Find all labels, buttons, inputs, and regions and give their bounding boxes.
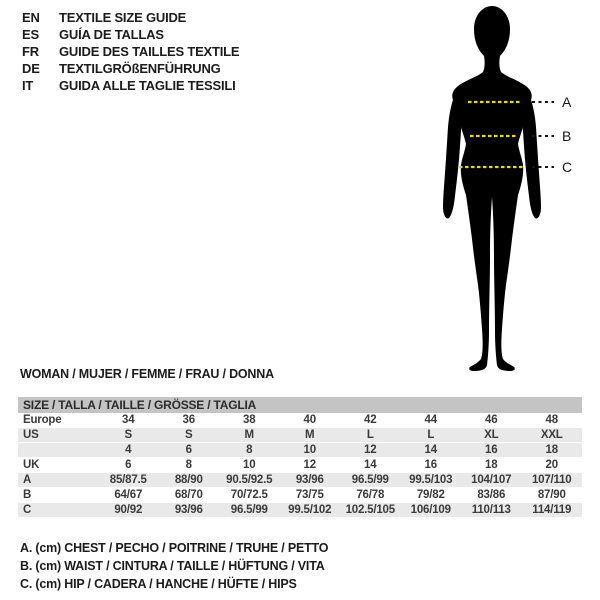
legend-line: B. (cm) WAIST / CINTURA / TAILLE / HÜFTUNG / VITA [20,559,325,573]
table-cell: 16 [424,459,437,471]
table-cell: 64/67 [114,489,143,501]
table-cell: 99.5/102 [288,504,332,516]
legend-line: A. (cm) CHEST / PECHO / POITRINE / TRUHE / PETTO [20,541,329,555]
table-cell: 87/90 [537,489,566,501]
table-cell: 16 [485,444,498,456]
table-row-label: US [23,429,39,441]
table-row [18,443,582,458]
table-cell: XL [484,429,499,441]
language-code: IT [22,78,34,93]
table-cell: XXL [540,429,563,441]
table-cell: 4 [125,444,132,456]
language-code: DE [22,61,40,76]
table-cell: 6 [185,444,192,456]
table-cell: 106/109 [410,504,451,516]
language-row [22,77,239,94]
language-title: GUIDA ALLE TAGLIE TESSILI [59,78,236,93]
table-row-label: Europe [23,414,62,426]
language-code: ES [22,27,39,42]
table-cell: S [124,429,132,441]
language-title-block [22,9,239,94]
woman-silhouette [443,6,541,371]
table-cell: 46 [485,414,498,426]
language-title: TEXTILGRÖßENFÜHRUNG [59,61,221,76]
language-title: TEXTILE SIZE GUIDE [59,10,187,25]
table-row-label: UK [23,459,40,471]
table-cell: 12 [303,459,316,471]
table-cell: L [427,429,435,441]
table-cell: 6 [125,459,132,471]
table-cell: 107/110 [531,474,572,486]
table-cell: M [305,429,315,441]
legend-line: C. (cm) HIP / CADERA / HANCHE / HÜFTE / HIPS [20,577,297,591]
section-title: WOMAN / MUJER / FEMME / FRAU / DONNA [20,367,274,381]
language-row [22,43,239,60]
table-cell: 44 [424,414,437,426]
table-cell: 99.5/103 [409,474,453,486]
table-cell: 34 [122,414,135,426]
table-cell: 104/107 [471,474,512,486]
woman-silhouette-svg [428,0,600,376]
language-row [22,26,239,43]
table-row-label: B [23,489,32,501]
table-cell: 18 [485,459,498,471]
marker-label: A [562,94,572,110]
measurement-legend [20,539,328,593]
marker-label: B [562,128,572,144]
table-cell: 88/90 [174,474,203,486]
table-cell: 8 [246,444,253,456]
language-row [22,9,239,26]
table-row [18,488,582,503]
table-cell: 42 [364,414,377,426]
table-cell: 96.5/99 [351,474,389,486]
size-table-rows [18,413,582,518]
table-cell: 40 [303,414,316,426]
size-table [18,397,582,518]
table-row [18,428,582,443]
table-cell: M [244,429,254,441]
table-cell: 85/87.5 [109,474,147,486]
language-title: GUÍA DE TALLAS [59,27,164,42]
table-row [18,473,582,488]
table-cell: 90/92 [114,504,143,516]
table-row [18,458,582,473]
table-cell: 83/86 [477,489,506,501]
table-cell: L [366,429,374,441]
table-cell: 110/113 [471,504,511,516]
table-row [18,503,582,518]
body-measurement-figure [428,0,600,376]
table-cell: 96.5/99 [230,504,268,516]
marker-label: C [562,159,573,175]
table-cell: 10 [303,444,316,456]
table-cell: 14 [424,444,437,456]
silhouette-right-arm [522,96,541,218]
table-cell: 93/96 [174,504,203,516]
silhouette-body [452,6,532,371]
table-cell: 38 [243,414,256,426]
table-cell: S [185,429,193,441]
table-row-label: C [23,504,32,516]
table-cell: 18 [545,444,558,456]
language-title: GUIDE DES TAILLES TEXTILE [59,44,240,59]
table-cell: 10 [243,459,256,471]
table-cell: 70/72.5 [230,489,268,501]
table-cell: 68/70 [174,489,203,501]
table-cell: 79/82 [416,489,445,501]
table-cell: 12 [364,444,377,456]
table-cell: 114/119 [532,504,572,516]
table-cell: 20 [545,459,558,471]
language-code: EN [22,10,40,25]
language-row [22,60,239,77]
table-cell: 76/78 [356,489,385,501]
silhouette-left-arm [443,96,462,218]
table-cell: 8 [185,459,192,471]
language-code: FR [22,44,39,59]
table-cell: 102.5/105 [345,504,395,516]
table-cell: 48 [545,414,558,426]
table-cell: 90.5/92.5 [226,474,273,486]
size-table-header: SIZE / TALLA / TAILLE / GRÖSSE / TAGLIA [18,397,582,413]
table-row-label: A [23,474,32,486]
table-cell: 93/96 [295,474,324,486]
table-cell: 73/75 [295,489,324,501]
table-cell: 36 [182,414,195,426]
table-row [18,413,582,428]
table-cell: 14 [364,459,377,471]
